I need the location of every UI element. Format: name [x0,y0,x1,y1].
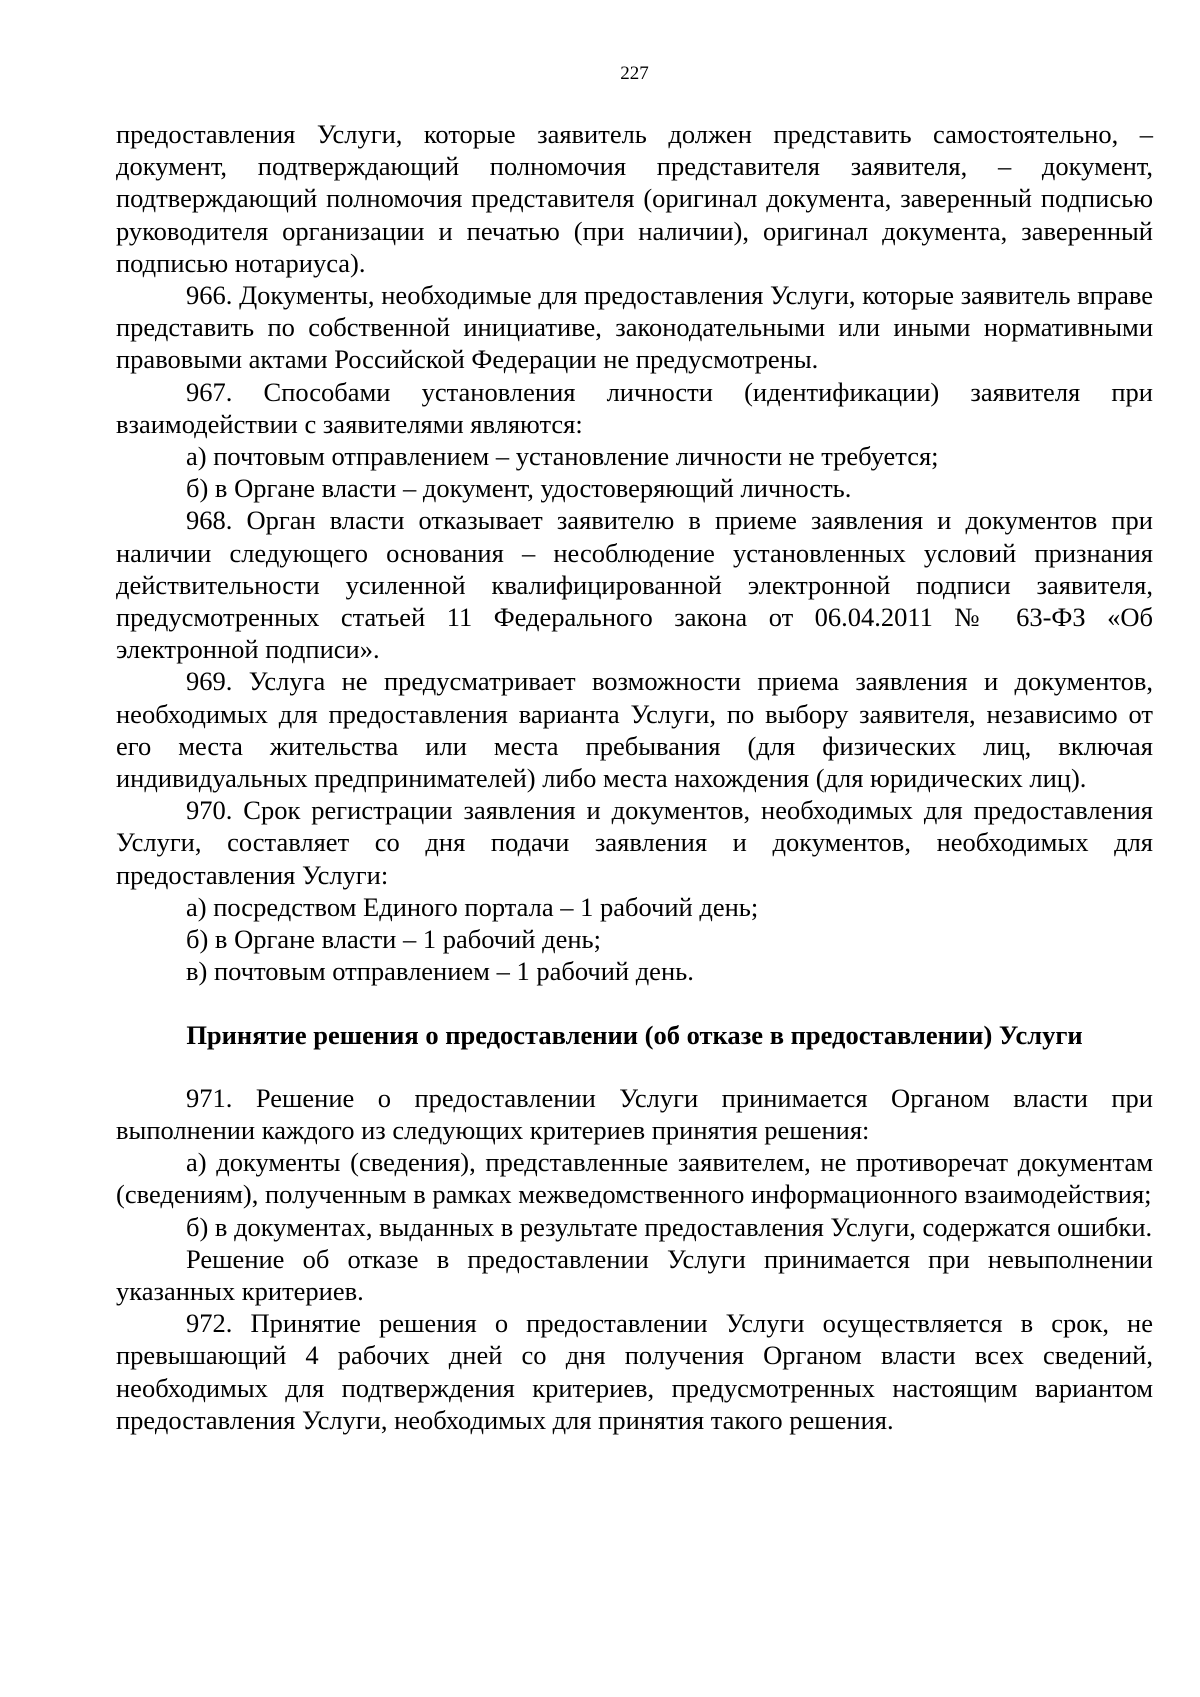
paragraph-967: 967. Способами установления личности (идентификации) заявителя при взаимодействии с заявителями являются: [116,376,1153,439]
paragraph-971-item-a: а) документы (сведения), представленные заявителем, не противоречат документам (сведениям), полученным в рамках межведомственного информационного взаимодействия; [116,1147,1153,1210]
paragraph-continuation: предоставления Услуги, которые заявитель должен представить самостоятельно, – документ, подтверждающий полномочия представителя заявителя, – документ, подтверждающий полномочия представителя (оригинал документа, заверенный подписью руководителя организации и печатью (при наличии), оригинал документа, заверенный подписью нотариуса). [116,119,1153,278]
section-heading: Принятие решения о предоставлении (об отказе в предоставлении) Услуги [186,1020,1083,1051]
paragraph-970: 970. Срок регистрации заявления и документов, необходимых для предоставления Услуги, составляет со дня подачи заявления и документов, необходимых для предоставления Услуги: [116,795,1153,890]
paragraph-967-item-a: а) почтовым отправлением – установление личности не требуется; [186,441,939,472]
paragraph-971: 971. Решение о предоставлении Услуги принимается Органом власти при выполнении каждого из следующих критериев принятия решения: [116,1082,1153,1145]
paragraph-970-item-b: б) в Органе власти – 1 рабочий день; [186,924,601,955]
paragraph-refusal-decision: Решение об отказе в предоставлении Услуги принимается при невыполнении указанных критериев. [116,1243,1153,1306]
paragraph-970-item-c: в) почтовым отправлением – 1 рабочий день. [186,956,694,987]
page-number: 227 [620,63,649,84]
paragraph-971-item-b: б) в документах, выданных в результате предоставления Услуги, содержатся ошибки. [186,1211,1153,1242]
paragraph-970-item-a: а) посредством Единого портала – 1 рабочий день; [186,891,759,922]
document-body [116,118,1153,1436]
paragraph-966: 966. Документы, необходимые для предоставления Услуги, которые заявитель вправе представить по собственной инициативе, законодательными или иными нормативными правовыми актами Российской Федерации не предусмотрены. [116,280,1153,375]
paragraph-968: 968. Орган власти отказывает заявителю в приеме заявления и документов при наличии следующего основания – несоблюдение установленных условий признания действительности усиленной квалифицированной электронной подписи заявителя, предусмотренных статьей 11 Федерального закона от 06.04.2011 № 63-ФЗ «Об электронной подписи». [116,505,1153,665]
paragraph-969: 969. Услуга не предусматривает возможности приема заявления и документов, необходимых для предоставления варианта Услуги, по выбору заявителя, независимо от его места жительства или места пребывания (для физических лиц, включая индивидуальных предпринимателей) либо места нахождения (для юридических лиц). [116,666,1153,794]
paragraph-967-item-b: б) в Органе власти – документ, удостоверяющий личность. [186,473,852,504]
paragraph-972: 972. Принятие решения о предоставлении Услуги осуществляется в срок, не превышающий 4 рабочих дней со дня получения Органом власти всех сведений, необходимых для подтверждения критериев, предусмотренных настоящим вариантом предоставления Услуги, необходимых для принятия такого решения. [116,1308,1153,1435]
